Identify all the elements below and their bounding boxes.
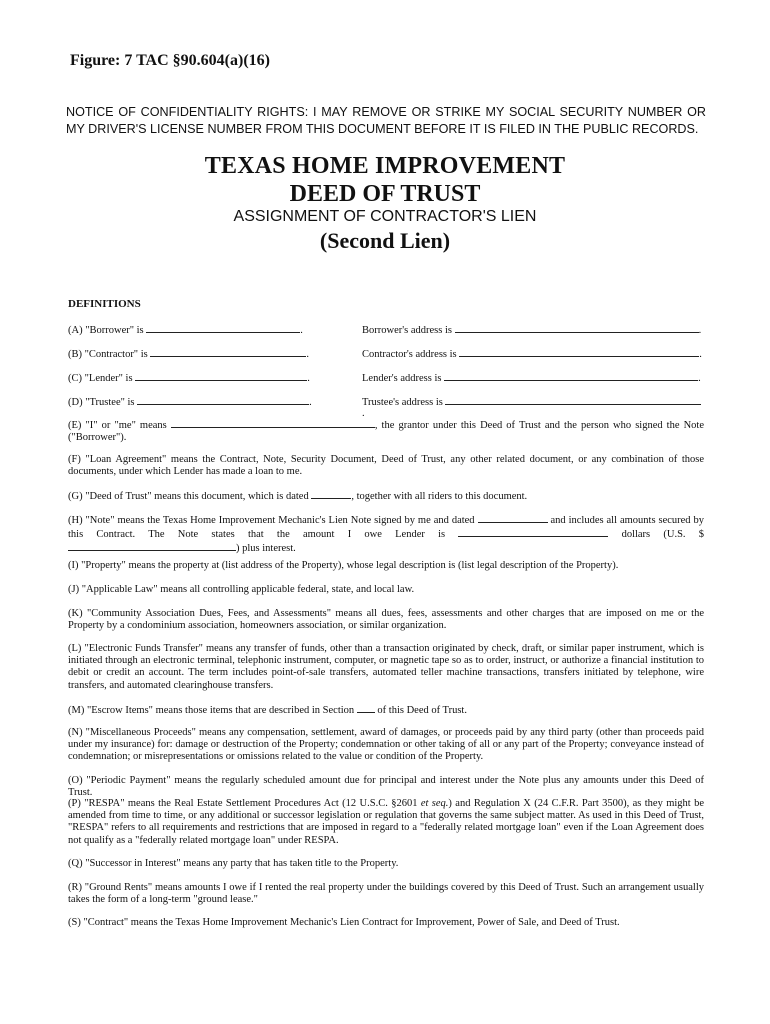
grantor-blank[interactable] bbox=[171, 418, 375, 428]
section-number-blank[interactable] bbox=[357, 703, 375, 713]
party-field-trustee[interactable]: (D) "Trustee" is . bbox=[68, 394, 312, 408]
definition-p-tail: ) and Regulation X (24 C.F.R. Part 3500), as they might be amended from time to time, or any additional or successor legislation or regulation that governs the same subject matter. As used in this Deed of Trust, "RESPA" refers to all requirements and restrictions that are imposed in regard to a "federally related mortgage loan" even if the Loan Agreement does not qualify as a "federally related mortgage loan" under RESPA. bbox=[68, 798, 704, 846]
party-row-lender bbox=[68, 370, 704, 384]
definition-m-tail: of this Deed of Trust. bbox=[377, 705, 467, 716]
definition-h bbox=[68, 513, 704, 556]
address-label: Contractor's address is bbox=[362, 349, 457, 360]
note-date-blank[interactable] bbox=[478, 513, 548, 523]
definition-j: (J) "Applicable Law" means all controlling applicable federal, state, and local law. bbox=[68, 584, 415, 595]
document-title-line2: DEED OF TRUST bbox=[289, 181, 481, 207]
amount-number-blank[interactable] bbox=[68, 541, 236, 551]
address-field-lender[interactable]: Lender's address is . bbox=[362, 370, 701, 384]
definitions-heading: DEFINITIONS bbox=[68, 298, 141, 310]
definition-e-lead: (E) "I" or "me" means bbox=[68, 420, 167, 431]
definition-l: (L) "Electronic Funds Transfer" means any transfer of funds, other than a transaction originated by check, draft, or similar paper instrument, which is initiated through an electronic terminal, telephonic instrument, computer, or magnetic tape so as to order, instruct, or authorize a financial institution to debit or credit an account. The term includes point-of-sale transfers, automated teller machine transactions, transfers initiated by telephone, wire transfers, and automated clearinghouse transfers. bbox=[68, 643, 704, 691]
party-field-contractor[interactable]: (B) "Contractor" is . bbox=[68, 346, 309, 360]
party-field-borrower[interactable]: (A) "Borrower" is . bbox=[68, 322, 303, 336]
blank-line bbox=[146, 322, 300, 333]
party-row-contractor bbox=[68, 346, 704, 360]
definition-q: (Q) "Successor in Interest" means any party that has taken title to the Property. bbox=[68, 858, 399, 869]
definition-p-lead: (P) "RESPA" means the Real Estate Settlement Procedures Act (12 U.S.C. §2601 bbox=[68, 798, 418, 809]
document-subtitle: ASSIGNMENT OF CONTRACTOR'S LIEN bbox=[233, 208, 537, 225]
blank-line bbox=[150, 346, 306, 357]
definition-r: (R) "Ground Rents" means amounts I owe if I rented the real property under the buildings covered by this Deed of Trust. Such an arrangement usually takes the form of a long-term "ground lease." bbox=[68, 882, 704, 906]
party-label: (D) "Trustee" is bbox=[68, 397, 135, 408]
blank-line bbox=[459, 346, 699, 357]
definition-m-lead: (M) "Escrow Items" means those items that are described in Section bbox=[68, 705, 355, 716]
definition-g bbox=[68, 489, 704, 503]
party-label: (B) "Contractor" is bbox=[68, 349, 148, 360]
address-label: Lender's address is bbox=[362, 373, 442, 384]
definition-h-lead: (H) "Note" means the Texas Home Improvement Mechanic's Lien Note signed by me and dated bbox=[68, 515, 475, 526]
party-row-trustee bbox=[68, 394, 704, 419]
definition-e-tail: , the grantor under this Deed of Trust and the person who signed the Note ("Borrower"). bbox=[68, 420, 704, 444]
definition-i: (I) "Property" means the property at (list address of the Property), whose legal description is (list legal description of the Property). bbox=[68, 560, 619, 571]
blank-line bbox=[445, 394, 701, 405]
address-label: Trustee's address is bbox=[362, 397, 443, 408]
party-field-lender[interactable]: (C) "Lender" is . bbox=[68, 370, 310, 384]
address-field-contractor[interactable]: Contractor's address is . bbox=[362, 346, 702, 360]
document-title-line1: TEXAS HOME IMPROVEMENT bbox=[204, 153, 566, 179]
definition-h-mid: and includes all amounts secured by this Contract. The Note states that the amount I owe Lender is bbox=[68, 515, 705, 541]
definition-f: (F) "Loan Agreement" means the Contract, Note, Security Document, Deed of Trust, any other related document, or any combination of those documents, under which Lender has made a loan to me. bbox=[68, 454, 704, 478]
definition-m bbox=[68, 703, 704, 717]
address-field-trustee[interactable]: Trustee's address is . bbox=[362, 394, 704, 419]
definition-g-lead: (G) "Deed of Trust" means this document, which is dated bbox=[68, 491, 309, 502]
definition-s: (S) "Contract" means the Texas Home Improvement Mechanic's Lien Contract for Improvement, Power of Sale, and Deed of Trust. bbox=[68, 917, 620, 928]
figure-label: Figure: 7 TAC §90.604(a)(16) bbox=[70, 52, 270, 69]
definition-e bbox=[68, 418, 704, 444]
party-label: (C) "Lender" is bbox=[68, 373, 133, 384]
lien-type: (Second Lien) bbox=[319, 228, 451, 253]
definition-h-dollars: dollars (U.S. $ bbox=[621, 529, 705, 541]
party-label: (A) "Borrower" is bbox=[68, 325, 144, 336]
address-field-borrower[interactable]: Borrower's address is . bbox=[362, 322, 701, 336]
definition-h-tail: plus interest. bbox=[242, 543, 296, 555]
blank-line bbox=[137, 394, 309, 405]
definition-g-tail: , together with all riders to this document. bbox=[351, 491, 528, 502]
blank-line bbox=[444, 370, 698, 381]
deed-date-blank[interactable] bbox=[311, 489, 351, 499]
address-label: Borrower's address is bbox=[362, 325, 452, 336]
amount-words-blank[interactable] bbox=[458, 527, 608, 537]
definition-p bbox=[68, 798, 704, 847]
definition-k: (K) "Community Association Dues, Fees, and Assessments" means all dues, fees, assessments and other charges that are imposed on me or the Property by a condominium association, homeowners association, or similar organization. bbox=[68, 608, 704, 632]
definition-h-close: ) bbox=[236, 543, 240, 555]
blank-line bbox=[135, 370, 307, 381]
definition-p-italic: et seq. bbox=[420, 798, 449, 809]
definition-o: (O) "Periodic Payment" means the regularly scheduled amount due for principal and interest under the Note plus any amounts under this Deed of Trust. bbox=[68, 775, 704, 799]
confidentiality-notice: NOTICE OF CONFIDENTIALITY RIGHTS: I MAY REMOVE OR STRIKE MY SOCIAL SECURITY NUMBER OR MY DRIVER'S LICENSE NUMBER FROM THIS DOCUMENT BEFORE IT IS FILED IN THE PUBLIC RECORDS. bbox=[66, 105, 706, 136]
definition-n: (N) "Miscellaneous Proceeds" means any compensation, settlement, award of damages, or proceeds paid by any third party (other than proceeds paid under my insurance) for: damage or destruction of the Property; condemnation or other taking of all or any part of the Property; conveyance instead of condemnation; or misrepresentations or omissions related to the value or condition of the Property. bbox=[68, 727, 704, 763]
party-row-borrower bbox=[68, 322, 704, 336]
blank-line bbox=[455, 322, 699, 333]
